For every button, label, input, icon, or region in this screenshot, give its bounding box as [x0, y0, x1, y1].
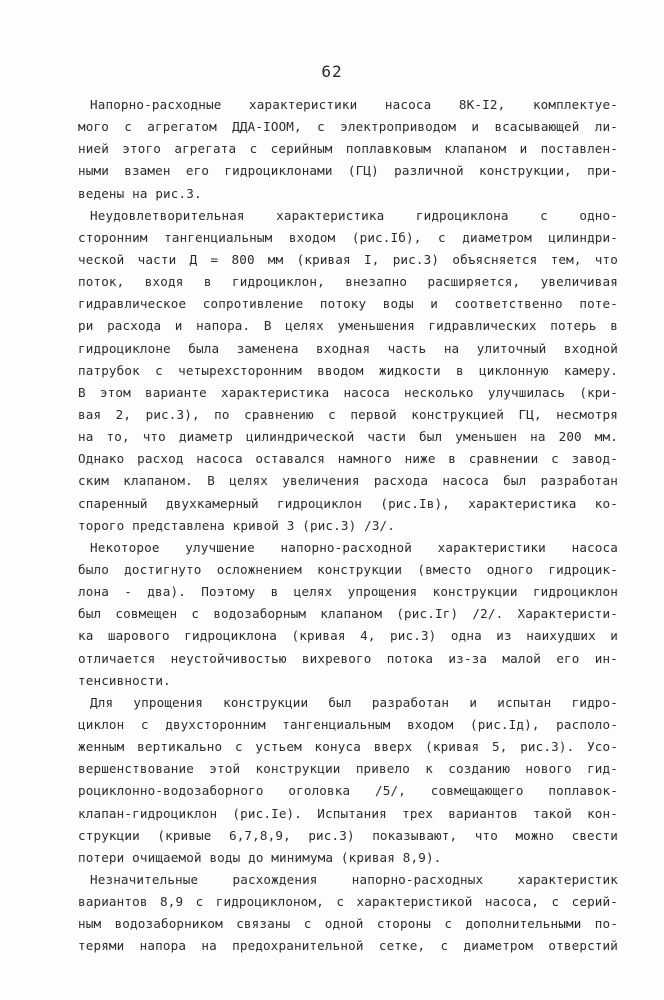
text-line: Незначительные расхождения напорно-расходных характеристик [90, 871, 618, 887]
text-line: циклон с двухсторонним тангенциальным входом (рис.Iд), располо- [78, 716, 618, 732]
text-line: нией этого агрегата с серийным поплавковым клапаном и поставлен- [78, 141, 618, 157]
text-line: потери очищаемой воды до минимума (кривая 8,9). [78, 849, 442, 865]
text-line: В этом варианте характеристика насоса несколько улучшилась (кри- [78, 384, 618, 400]
text-line: ка шарового гидроциклона (кривая 4, рис.3) одна из наихудших и [78, 628, 618, 644]
text-line: было достигнуто осложнением конструкции (вместо одного гидроцик- [78, 561, 618, 577]
text-line: на то, что диаметр цилиндрической части был уменьшен на 200 мм. [78, 429, 618, 445]
text-line: Для упрощения конструкции был разработан и испытан гидро- [90, 694, 618, 710]
text-line: поток, входя в гидроциклон, внезапно расширяется, увеличивая [78, 274, 618, 290]
text-line: гидроциклоне была заменена входная часть на улиточный входной [78, 340, 618, 356]
text-line: ри расхода и напора. В целях уменьшения гидравлических потерь в [78, 318, 618, 334]
text-line: вариантов 8,9 с гидроциклоном, с характеристикой насоса, с серий- [78, 894, 618, 910]
body-text [78, 94, 618, 957]
text-line: женным вертикально с устьем конуса вверх (кривая 5, рис.3). Усо- [78, 739, 618, 755]
text-line: вая 2, рис.3), по сравнению с первой конструкцией ГЦ, несмотря [78, 406, 618, 422]
text-line: торого представлена кривой 3 (рис.3) /3/. [78, 517, 396, 533]
text-line: ным водозаборником связаны с одной стороны с дополнительными по- [78, 916, 618, 932]
text-line: патрубок с четырехсторонним вводом жидкости в циклонную камеру. [78, 362, 618, 378]
text-line: Напорно-расходные характеристики насоса 8К-I2, комплектуе- [90, 97, 618, 112]
text-line: ведены на рис.3. [78, 185, 202, 201]
text-line: мого с агрегатом ДДА-IООМ, с электроприводом и всасывающей ли- [78, 119, 618, 135]
text-line: роциклонно-водозаборного оголовка /5/, совмещающего поплавок- [78, 783, 618, 799]
text-line: Однако расход насоса оставался намного ниже в сравнении с завод- [78, 451, 618, 467]
text-line: лона - два). Поэтому в целях упрощения конструкции гидроциклон [78, 584, 618, 600]
text-line: был совмещен с водозаборным клапаном (рис.Iг) /2/. Характеристи- [78, 606, 618, 622]
text-line: ческой части Д = 800 мм (кривая I, рис.3) объясняется тем, что [78, 251, 618, 267]
text-line: сторонним тангенциальным входом (рис.Iб), с диаметром цилиндри- [78, 229, 618, 245]
text-line: клапан-гидроциклон (рис.Iе). Испытания трех вариантов такой кон- [78, 805, 618, 821]
text-line: ными взамен его гидроциклонами (ГЦ) различной конструкции, при- [78, 163, 618, 179]
text-line: терями напора на предохранительной сетке, с диаметром отверстий [78, 938, 618, 954]
text-line: вершенствование этой конструкции привело к созданию нового гид- [78, 761, 618, 777]
text-line: спаренный двухкамерный гидроциклон (рис.Iв), характеристика ко- [78, 495, 618, 511]
text-line: ским клапаном. В целях увеличения расхода насоса был разработан [78, 473, 618, 489]
text-line: тенсивности. [78, 672, 171, 688]
text-line: струкции (кривые 6,7,8,9, рис.3) показывают, что можно свести [78, 827, 618, 843]
page-number: 62 [321, 62, 343, 81]
text-line: гидравлическое сопротивление потоку воды и соответственно поте- [78, 296, 618, 312]
text-line: Некоторое улучшение напорно-расходной характеристики насоса [90, 539, 618, 555]
text-line: Неудовлетворительная характеристика гидроциклона с одно- [90, 207, 618, 223]
text-line: отличается неустойчивостью вихревого потока из-за малой его ин- [78, 650, 618, 666]
